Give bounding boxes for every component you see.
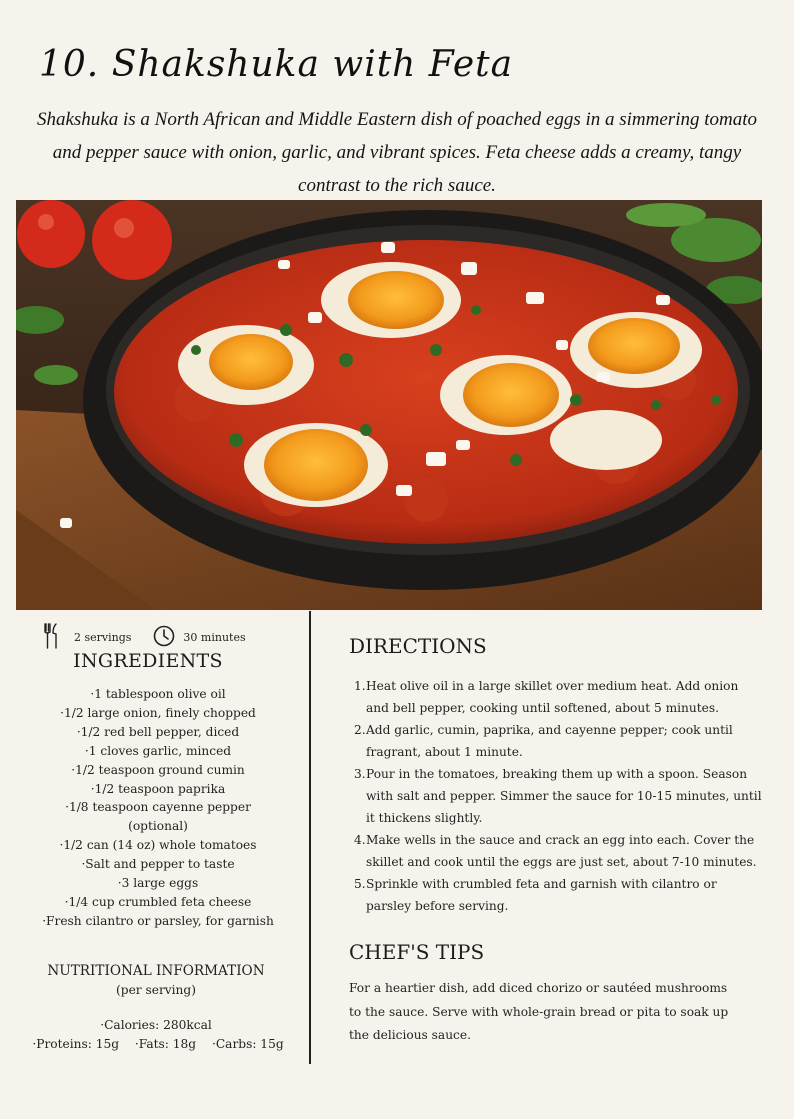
direction-step [348, 719, 762, 763]
ingredient-item: ·1/2 teaspoon paprika [90, 781, 226, 796]
ingredient-item: ·1/2 can (14 oz) whole tomatoes [59, 838, 257, 853]
step-text: Pour in the tomatoes, breaking them up with a spoon. Season with salt and pepper. Simmer the sauce for 10-15 minutes, until it thickens slightly. [366, 767, 762, 825]
nutrition-fats: ·Fats: 18g [134, 1037, 197, 1051]
directions-heading: DIRECTIONS [349, 634, 487, 658]
step-text: Add garlic, cumin, paprika, and cayenne pepper; cook until fragrant, about 1 minute. [366, 723, 733, 759]
recipe-meta [44, 622, 246, 652]
ingredient-item: ·Fresh cilantro or parsley, for garnish [42, 913, 274, 928]
servings-label: 2 servings [74, 630, 132, 644]
shakshuka-skillet-photo [16, 200, 762, 610]
ingredients-heading: INGREDIENTS [73, 650, 223, 672]
ingredient-item: ·1/4 cup crumbled feta cheese [64, 894, 252, 909]
direction-step [348, 675, 762, 719]
recipe-intro: Shakshuka is a North African and Middle Eastern dish of poached eggs in a simmering tomato and pepper sauce with onion, garlic, and vibrant spices. Feta cheese adds a creamy, tangy contrast to the rich sauce. [36, 109, 758, 196]
chefs-tips-text: For a heartier dish, add diced chorizo or sautéed mushrooms to the sauce. Serve with whole-grain bread or pita to soak up the delicious sauce. [349, 981, 729, 1042]
step-number: 2. [354, 723, 366, 737]
ingredient-item: ·3 large eggs [117, 876, 199, 891]
nutrition-carbs: ·Carbs: 15g [211, 1037, 284, 1051]
ingredient-item: ·1 tablespoon olive oil [90, 687, 226, 701]
directions-list [348, 675, 762, 917]
step-number: 1. [354, 679, 366, 693]
fork-knife-icon [44, 623, 60, 652]
column-divider [309, 611, 311, 1064]
step-number: 4. [354, 833, 366, 847]
step-text: Make wells in the sauce and crack an egg into each. Cover the skillet and cook until the eggs are just set, about 7-10 minutes. [366, 833, 757, 869]
nutrition-calories: ·Calories: 280kcal [100, 1018, 212, 1032]
clock-icon [153, 625, 175, 650]
ingredient-item: ·1/2 teaspoon ground cumin [71, 762, 245, 777]
nutrition-subheading: (per serving) [116, 983, 196, 997]
ingredient-item: ·1/2 large onion, finely chopped [60, 705, 256, 720]
ingredients-list [20, 685, 296, 931]
ingredient-item: ·1/2 red bell pepper, diced [76, 724, 240, 739]
step-number: 3. [354, 767, 366, 781]
step-number: 5. [354, 877, 366, 891]
direction-step [348, 829, 762, 873]
chefs-tips-heading: CHEF'S TIPS [349, 940, 485, 964]
nutrition-heading: NUTRITIONAL INFORMATION [47, 963, 265, 979]
ingredient-item: ·Salt and pepper to taste [81, 857, 235, 872]
time-label: 30 minutes [183, 630, 246, 644]
ingredient-item: ·1 cloves garlic, minced [84, 743, 232, 758]
step-text: Heat olive oil in a large skillet over medium heat. Add onion and bell pepper, cooking until softened, about 5 minutes. [366, 679, 739, 715]
direction-step [348, 873, 762, 917]
step-text: Sprinkle with crumbled feta and garnish with cilantro or parsley before serving. [366, 877, 717, 913]
ingredient-item: ·1/8 teaspoon cayenne pepper [65, 800, 251, 815]
nutrition-proteins: ·Proteins: 15g [32, 1037, 120, 1051]
nutrition-macros [20, 1037, 296, 1051]
direction-step [348, 763, 762, 829]
ingredient-item: (optional) [128, 819, 188, 834]
recipe-title: 10. Shakshuka with Feta [39, 44, 514, 85]
